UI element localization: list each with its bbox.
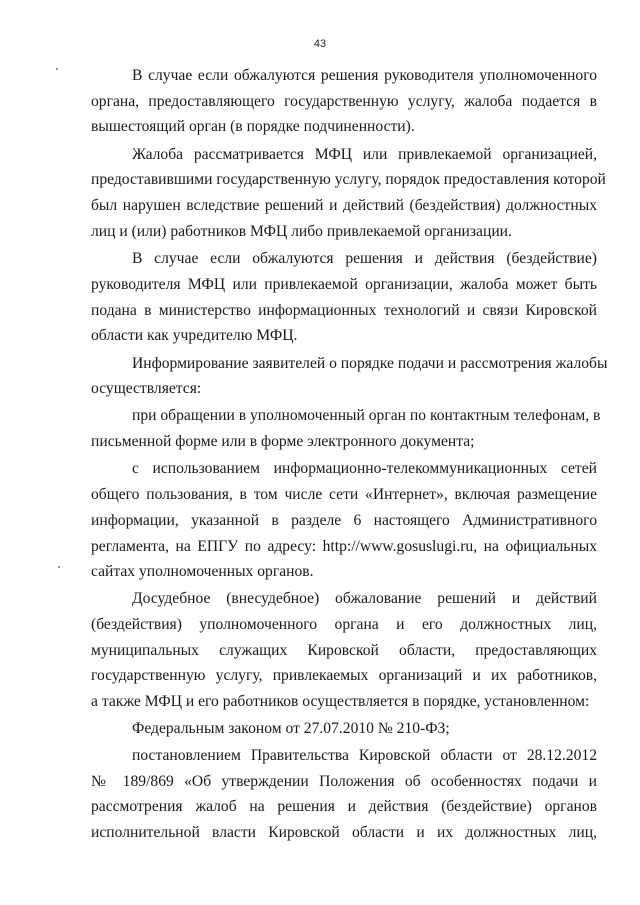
text-line: осуществляется:: [91, 380, 202, 397]
text-line: руководителя МФЦ или привлекаемой организации, жалоба может быть: [91, 276, 597, 293]
text-line: рассмотрения жалоб на решения и действия (бездействие) органов: [91, 798, 597, 815]
text-line: письменной форме или в форме электронного документа;: [91, 433, 475, 450]
text-line: регламента, на ЕПГУ по адресу: http://www.gosuslugi.ru, на официальных: [91, 538, 597, 555]
text-line: был нарушен вследствие решений и действий (бездействия) должностных: [91, 197, 597, 214]
page-number: 43: [313, 38, 327, 50]
text-line: органа, предоставляющего государственную услугу, жалоба подается в: [91, 93, 597, 110]
scan-speck: [56, 68, 58, 70]
text-line: области как учредителю МФЦ.: [91, 327, 298, 344]
text-line: постановлением Правительства Кировской области от 28.12.2012: [132, 747, 597, 764]
text-line: сайтах уполномоченных органов.: [91, 563, 314, 580]
scan-speck: [58, 566, 60, 568]
text-line: № 189/869 «Об утверждении Положения об особенностях подачи и: [91, 773, 597, 790]
text-line: лиц и (или) работников МФЦ либо привлекаемой организации.: [91, 223, 512, 240]
text-line: Федеральным законом от 27.07.2010 № 210-ФЗ;: [132, 720, 450, 737]
text-line: исполнительной власти Кировской области и их должностных лиц,: [91, 824, 597, 841]
text-line: подана в министерство информационных технологий и связи Кировской: [91, 302, 597, 319]
text-line: муниципальных служащих Кировской области, предоставляющих: [91, 642, 597, 659]
text-line: при обращении в уполномоченный орган по контактным телефонам, в: [132, 407, 601, 424]
text-line: (бездействия) уполномоченного органа и его должностных лиц,: [91, 616, 597, 633]
text-line: Досудебное (внесудебное) обжалование решений и действий: [132, 590, 597, 607]
text-line: с использованием информационно-телекоммуникационных сетей: [132, 460, 597, 477]
text-line: В случае если обжалуются решения и действия (бездействие): [132, 250, 597, 267]
text-line: Жалоба рассматривается МФЦ или привлекаемой организацией,: [132, 146, 597, 163]
text-line: а также МФЦ и его работников осуществляется в порядке, установленном:: [91, 693, 590, 710]
text-line: Информирование заявителей о порядке подачи и рассмотрения жалобы: [132, 355, 608, 372]
text-line: общего пользования, в том числе сети «Интернет», включая размещение: [91, 486, 597, 503]
text-line: государственную услугу, привлекаемых организаций и их работников,: [91, 667, 597, 684]
text-line: вышестоящий орган (в порядке подчиненности).: [91, 118, 415, 135]
text-line: информации, указанной в разделе 6 настоящего Административного: [91, 512, 597, 529]
text-line: В случае если обжалуются решения руководителя уполномоченного: [132, 67, 597, 84]
text-line: предоставившими государственную услугу, порядок предоставления которой: [91, 171, 606, 188]
